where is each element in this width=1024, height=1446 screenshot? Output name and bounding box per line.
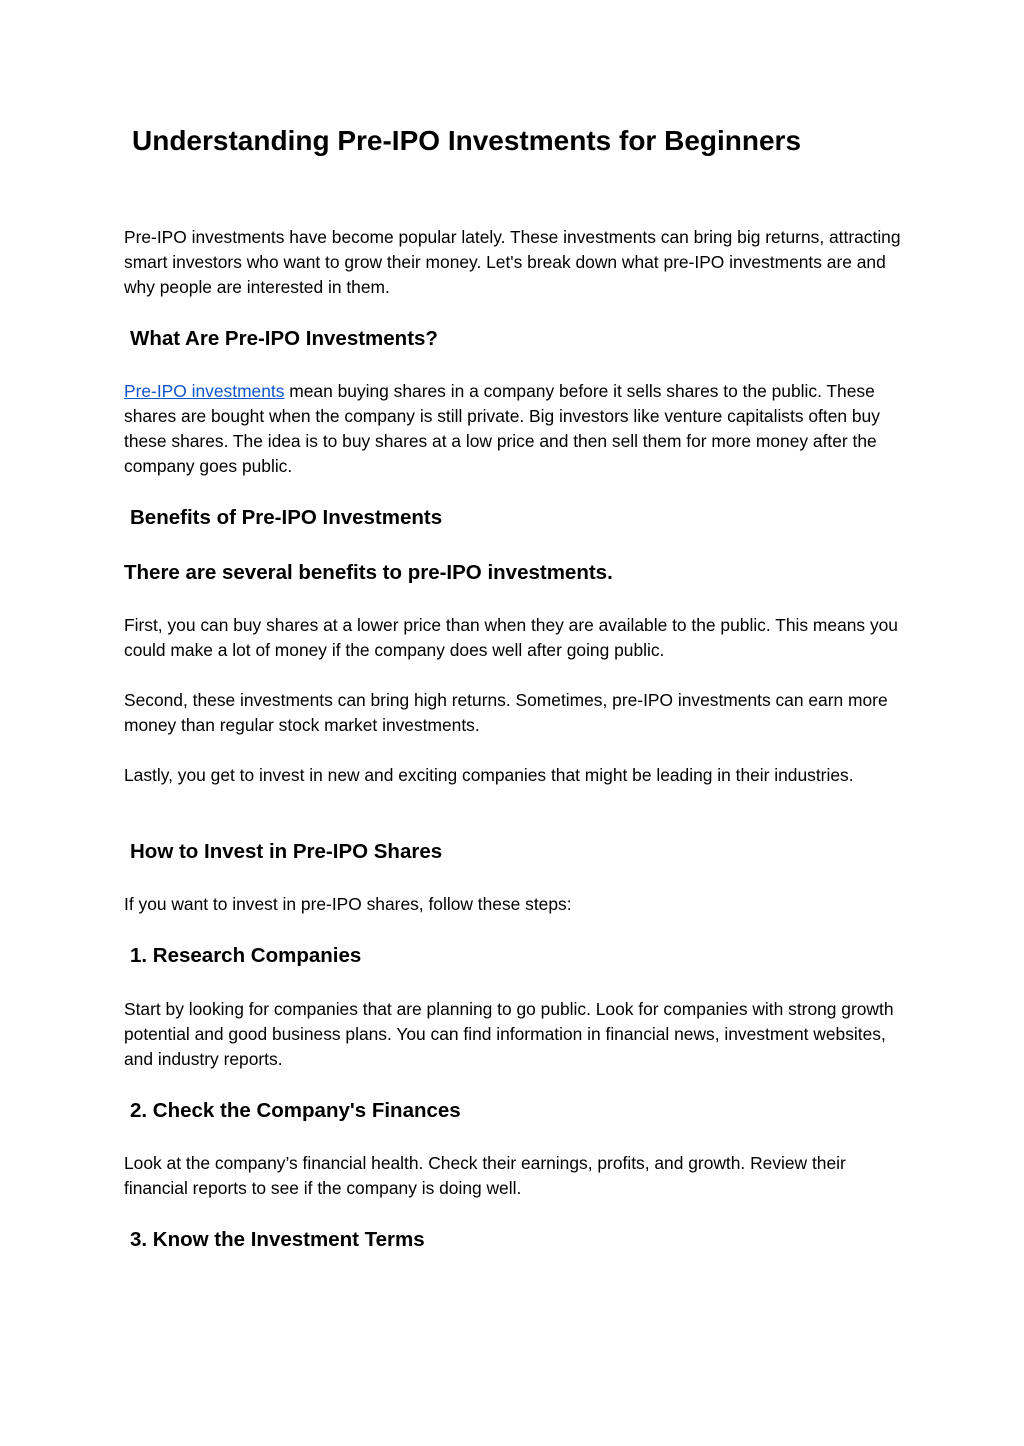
step2-paragraph: Look at the company’s financial health. Check their earnings, profits, and growth. Review their financial reports to see if the company is doing well. — [124, 1153, 846, 1198]
step3-heading: 3. Know the Investment Terms — [130, 1228, 425, 1251]
benefits-subheading: There are several benefits to pre-IPO investments. — [124, 561, 613, 584]
benefit-first-paragraph: First, you can buy shares at a lower price than when they are available to the public. This means you could make a lot of money if the company does well after going public. — [124, 615, 898, 660]
step1-paragraph: Start by looking for companies that are planning to go public. Look for companies with strong growth potential and good business plans. You can find information in financial news, investment websites, and industry reports. — [124, 999, 894, 1069]
benefit-second-paragraph: Second, these investments can bring high returns. Sometimes, pre-IPO investments can earn more money than regular stock market investments. — [124, 690, 888, 735]
section-heading-benefits: Benefits of Pre-IPO Investments — [130, 506, 443, 529]
pre-ipo-investments-link[interactable]: Pre-IPO investments — [124, 381, 285, 401]
what-are-paragraph — [124, 379, 914, 479]
page-title: Understanding Pre-IPO Investments for Beginners — [132, 125, 802, 156]
step1-heading: 1. Research Companies — [130, 944, 362, 967]
benefit-last-paragraph: Lastly, you get to invest in new and exciting companies that might be leading in their industries. — [124, 765, 854, 785]
what-are-text: mean buying shares in a company before it sells shares to the public. These shares are bought when the company is still private. Big investors like venture capitalists often buy these shares. The idea is to buy shares at a low price and then sell them for more money after the company goes public. — [124, 381, 880, 476]
section-heading-what-are: What Are Pre-IPO Investments? — [130, 327, 438, 350]
intro-paragraph: Pre-IPO investments have become popular lately. These investments can bring big returns, attracting smart investors who want to grow their money. Let's break down what pre-IPO investments are and why people are interested in them. — [124, 227, 901, 297]
section-heading-how-to: How to Invest in Pre-IPO Shares — [130, 840, 443, 863]
step2-heading: 2. Check the Company's Finances — [130, 1099, 461, 1122]
how-to-intro-paragraph: If you want to invest in pre-IPO shares, follow these steps: — [124, 894, 572, 914]
